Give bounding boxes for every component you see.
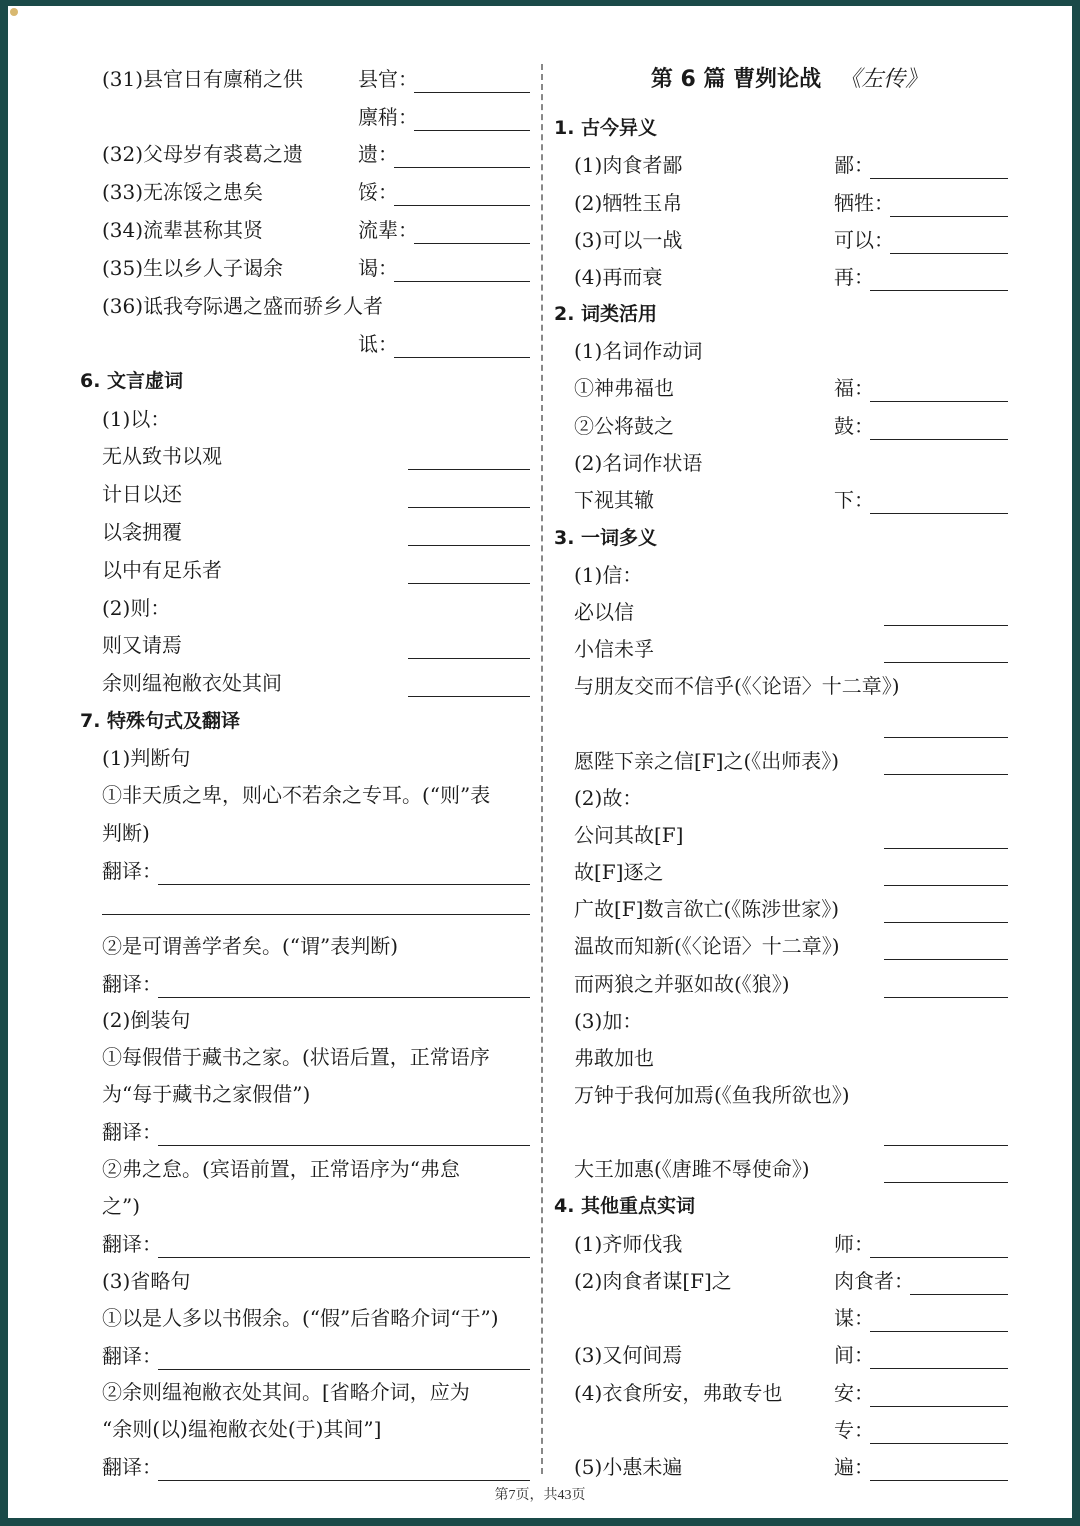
section-heading: 1. 古今异义	[554, 117, 658, 139]
translation-label: 翻译：	[102, 1232, 162, 1256]
item-text: 判断)	[102, 821, 150, 845]
answer-blank[interactable]	[884, 774, 1008, 775]
answer-blank[interactable]	[408, 469, 530, 470]
item-text: 愿陛下亲之信[F]之(《出师表》)	[574, 749, 840, 773]
item-text: 公问其故[F]	[574, 823, 684, 847]
section-heading: 7. 特殊句式及翻译	[80, 710, 241, 732]
answer-blank[interactable]	[408, 583, 530, 584]
answer-key-label: 馁：	[358, 180, 398, 204]
answer-blank[interactable]	[870, 178, 1008, 179]
answer-key-label: 县官：	[358, 67, 418, 91]
item-text: (2)则：	[102, 596, 171, 620]
item-text: ①每假借于藏书之家。(状语后置，正常语序	[102, 1045, 490, 1069]
answer-blank[interactable]	[884, 1182, 1008, 1183]
item-text: (33)无冻馁之患矣	[102, 180, 264, 204]
answer-blank[interactable]	[870, 1257, 1008, 1258]
answer-key-label: 遍：	[834, 1455, 874, 1479]
answer-key-label: 牺牲：	[834, 191, 894, 215]
answer-blank[interactable]	[394, 205, 530, 206]
answer-blank[interactable]	[884, 662, 1008, 663]
item-text: 计日以还	[102, 482, 182, 506]
item-text: 无从致书以观	[102, 444, 222, 468]
answer-blank[interactable]	[408, 545, 530, 546]
item-text: (2)牺牲玉帛	[574, 191, 683, 215]
item-text: ①以是人多以书假余。(“假”后省略介词“于”)	[102, 1306, 499, 1330]
translation-label: 翻译：	[102, 1120, 162, 1144]
translation-label: 翻译：	[102, 972, 162, 996]
item-text: 而两狼之并驱如故(《狼》)	[574, 972, 790, 996]
answer-blank[interactable]	[394, 357, 530, 358]
item-text: 必以信	[574, 600, 634, 624]
answer-key-label: 再：	[834, 265, 874, 289]
answer-blank[interactable]	[884, 625, 1008, 626]
item-text: (1)信：	[574, 563, 643, 587]
answer-blank[interactable]	[870, 1331, 1008, 1332]
corner-mark	[10, 8, 18, 16]
answer-key-label: 下：	[834, 488, 874, 512]
item-text: (3)省略句	[102, 1269, 191, 1293]
item-text: ②是可谓善学者矣。(“谓”表判断)	[102, 934, 399, 958]
answer-key-label: 间：	[834, 1343, 874, 1367]
translation-blank[interactable]	[158, 1257, 530, 1258]
answer-key-label: 可以：	[834, 228, 894, 252]
answer-blank[interactable]	[910, 1294, 1008, 1295]
item-text: (2)名词作状语	[574, 451, 703, 475]
item-text: (1)以：	[102, 407, 171, 431]
item-text: (4)再而衰	[574, 265, 663, 289]
answer-key-label: 谋：	[834, 1306, 874, 1330]
answer-key-label: 遗：	[358, 142, 398, 166]
answer-blank[interactable]	[408, 507, 530, 508]
item-text: (1)齐师伐我	[574, 1232, 683, 1256]
item-text: ①非天质之卑，则心不若余之专耳。(“则”表	[102, 783, 491, 807]
item-text: 余则缊袍敝衣处其间	[102, 671, 282, 695]
item-text: ②余则缊袍敝衣处其间。[省略介词，应为	[102, 1380, 470, 1404]
translation-label: 翻译：	[102, 1455, 162, 1479]
answer-blank[interactable]	[884, 885, 1008, 886]
translation-label: 翻译：	[102, 1344, 162, 1368]
item-text: (2)倒装句	[102, 1008, 191, 1032]
answer-blank[interactable]	[394, 281, 530, 282]
answer-blank[interactable]	[870, 513, 1008, 514]
answer-blank[interactable]	[394, 167, 530, 168]
translation-blank[interactable]	[158, 1480, 530, 1481]
translation-blank[interactable]	[158, 1369, 530, 1370]
item-text: (3)又何间焉	[574, 1343, 683, 1367]
answer-blank[interactable]	[890, 216, 1008, 217]
answer-key-label: 师：	[834, 1232, 874, 1256]
answer-blank[interactable]	[884, 737, 1008, 738]
answer-blank[interactable]	[884, 848, 1008, 849]
answer-blank[interactable]	[414, 243, 530, 244]
item-text: (1)肉食者鄙	[574, 153, 683, 177]
answer-key-label: 流辈：	[358, 218, 418, 242]
answer-blank[interactable]	[870, 290, 1008, 291]
item-text: (34)流辈甚称其贤	[102, 218, 264, 242]
translation-blank[interactable]	[102, 914, 530, 915]
answer-key-label: 安：	[834, 1381, 874, 1405]
answer-blank[interactable]	[408, 658, 530, 659]
answer-blank[interactable]	[884, 922, 1008, 923]
section-heading: 4. 其他重点实词	[554, 1195, 696, 1217]
item-text: (1)名词作动词	[574, 339, 703, 363]
item-text: (2)肉食者谋[F]之	[574, 1269, 732, 1293]
translation-blank[interactable]	[158, 997, 530, 998]
item-text: (3)可以一战	[574, 228, 683, 252]
answer-blank[interactable]	[870, 439, 1008, 440]
right-column	[554, 6, 1024, 1478]
item-text: (1)判断句	[102, 746, 191, 770]
answer-key-label: 廪稍：	[358, 105, 418, 129]
answer-blank[interactable]	[870, 1368, 1008, 1369]
answer-blank[interactable]	[414, 92, 530, 93]
item-text: “余则(以)缊袍敝衣处(于)其间”]	[102, 1417, 382, 1441]
item-text: (2)故：	[574, 786, 643, 810]
item-text: 与朋友交而不信乎(《〈论语〉十二章》)	[574, 674, 900, 698]
item-text: (36)诋我夸际遇之盛而骄乡人者	[102, 294, 384, 318]
item-text: 万钟于我何加焉(《鱼我所欲也》)	[574, 1083, 850, 1107]
translation-blank[interactable]	[158, 884, 530, 885]
left-column	[80, 6, 542, 1478]
answer-key-label: 谒：	[358, 256, 398, 280]
item-text: (31)县官日有廪稍之供	[102, 67, 304, 91]
item-text: 则又请焉	[102, 633, 182, 657]
item-text: 为“每于藏书之家假借”)	[102, 1082, 311, 1106]
item-text: (35)生以乡人子谒余	[102, 256, 284, 280]
answer-blank[interactable]	[890, 253, 1008, 254]
answer-key-label: 鄙：	[834, 153, 874, 177]
chapter-title	[554, 58, 1024, 102]
item-text: (4)衣食所安，弗敢专也	[574, 1381, 783, 1405]
worksheet-page	[8, 6, 1072, 1518]
item-text: 故[F]逐之	[574, 860, 664, 884]
answer-blank[interactable]	[408, 696, 530, 697]
column-divider	[541, 64, 543, 1474]
answer-blank[interactable]	[870, 1406, 1008, 1407]
answer-key-label: 肉食者：	[834, 1269, 914, 1293]
translation-label: 翻译：	[102, 859, 162, 883]
answer-blank[interactable]	[870, 1480, 1008, 1481]
section-heading: 2. 词类活用	[554, 303, 658, 325]
item-text: (32)父母岁有裘葛之遗	[102, 142, 304, 166]
item-text: 温故而知新(《〈论语〉十二章》)	[574, 934, 840, 958]
answer-key-label: 专：	[834, 1418, 874, 1442]
item-text: ①神弗福也	[574, 376, 674, 400]
answer-blank[interactable]	[884, 1145, 1008, 1146]
item-text: 之”)	[102, 1194, 141, 1218]
item-text: (5)小惠未遍	[574, 1455, 683, 1479]
answer-blank[interactable]	[870, 401, 1008, 402]
item-text: 以衾拥覆	[102, 520, 182, 544]
item-text: 弗敢加也	[574, 1046, 654, 1070]
page-footer: 第7页，共43页	[494, 1488, 586, 1503]
section-heading: 3. 一词多义	[554, 527, 658, 549]
item-text: 广故[F]数言欲亡(《陈涉世家》)	[574, 897, 840, 921]
item-text: ②公将鼓之	[574, 414, 674, 438]
item-text: 下视其辙	[574, 488, 654, 512]
answer-key-label: 诋：	[358, 332, 398, 356]
answer-key-label: 福：	[834, 376, 874, 400]
answer-key-label: 鼓：	[834, 414, 874, 438]
item-text: 小信未孚	[574, 637, 654, 661]
answer-blank[interactable]	[414, 130, 530, 131]
section-heading: 6. 文言虚词	[80, 370, 184, 392]
item-text: ②弗之怠。(宾语前置，正常语序为“弗怠	[102, 1157, 461, 1181]
item-text: 以中有足乐者	[102, 558, 222, 582]
answer-blank[interactable]	[884, 997, 1008, 998]
chapter-title-text: 第 6 篇 曹刿论战	[650, 67, 822, 92]
answer-blank[interactable]	[884, 959, 1008, 960]
chapter-source: 《左传》	[839, 67, 928, 92]
translation-blank[interactable]	[158, 1145, 530, 1146]
item-text: (3)加：	[574, 1009, 643, 1033]
answer-blank[interactable]	[870, 1443, 1008, 1444]
item-text: 大王加惠(《唐雎不辱使命》)	[574, 1157, 810, 1181]
